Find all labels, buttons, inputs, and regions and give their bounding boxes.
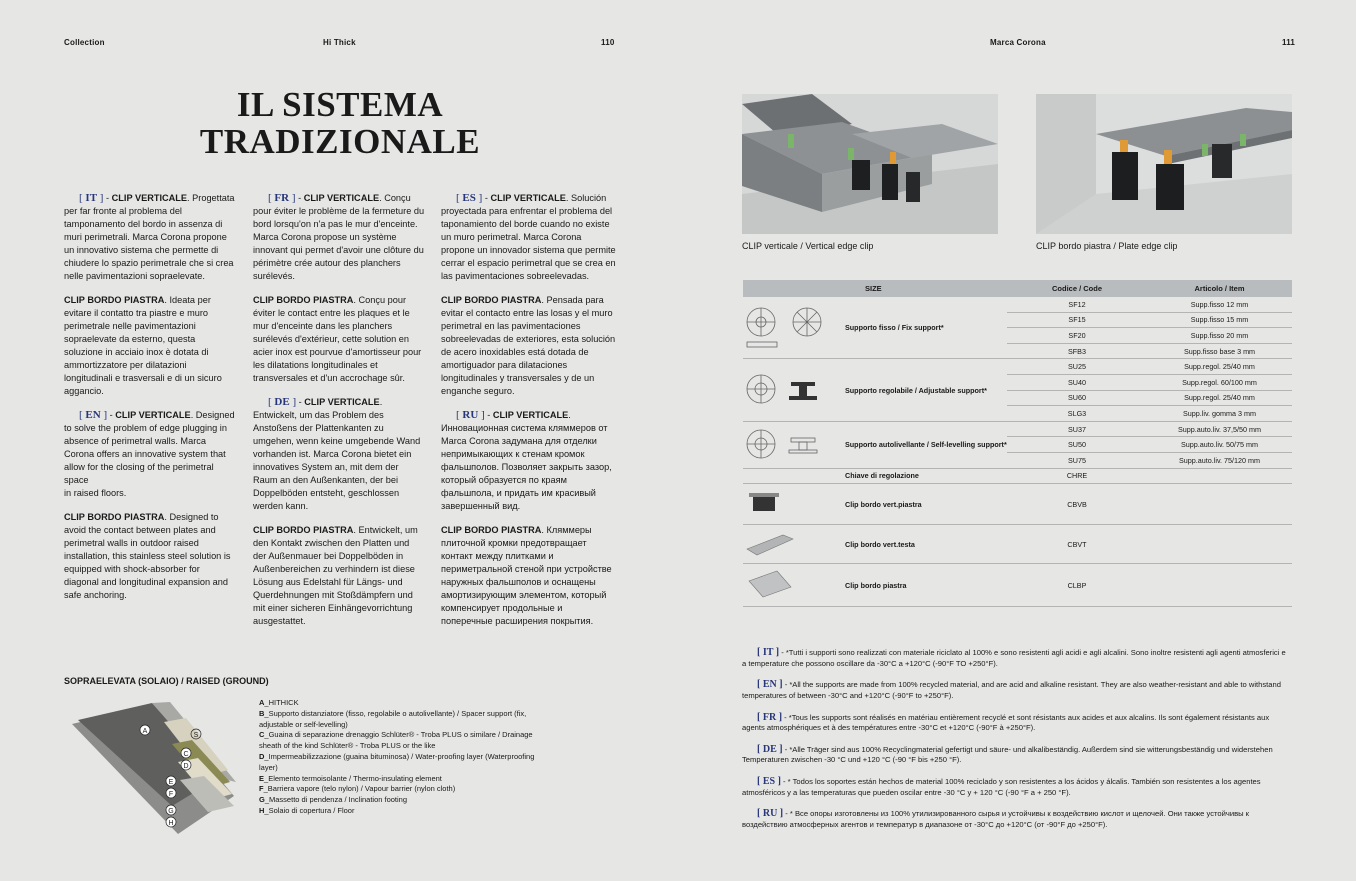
self-levelling-support-drawing: [743, 421, 843, 468]
it-bordo-text: Ideata per evitare il contatto tra piastre e muro perimetrale nelle pavimentazioni sopraelevate da esterno, questa soluzione in acciaio inox è dotata di ammortizzatore per dilatazioni longitudinali e trasversali e di un sicuro aggancio.: [64, 295, 222, 396]
clip-code: CBVB: [1007, 484, 1147, 525]
de-bordo-text: Entwickelt, um den Kontakt zwischen den Platten und der Außenmauer bei Doppelböden in Außenbereichen zu verhindern ist diese Lösung aus Edelstahl für Längs- und Querdehnungen mit Stoßdämpfern und mit einer sicheren Einhängevorrichtung ausgestattet.: [253, 525, 418, 626]
it-vert-text: Progettata per far fronte al problema del tamponamento del bordo in assenza di muri perimetrali. Marca Corona propone un innovativo sistema che permette di chiudere lo spazio perimetrale che si crea nelle pavimentazioni sopraelevate.: [64, 193, 235, 281]
code-cell: SU25: [1007, 359, 1147, 375]
code-cell: SF20: [1007, 328, 1147, 344]
marker-h: H: [168, 820, 174, 827]
chiave-code: CHRE: [1007, 468, 1147, 484]
note-it: [ IT ] - *Tutti i supporti sono realizzati con materiale riciclato al 100% e sono resistenti agli acidi e agli alcalini. Sono inoltre resistenti agli agenti atmosferici e a temperature che possono oscillare da -30°C a +120°C (-90°F TO +250°F).: [742, 647, 1286, 668]
item-cell: Supp.fisso base 3 mm: [1147, 343, 1292, 359]
fr-bordo-heading: CLIP BORDO PIASTRA: [253, 295, 354, 305]
it-bordo-heading: CLIP BORDO PIASTRA: [64, 295, 165, 305]
de-bordo-heading: CLIP BORDO PIASTRA: [253, 525, 354, 535]
item-cell: Supp.auto.liv. 75/120 mm: [1147, 452, 1292, 468]
table-row: [743, 421, 1292, 437]
clip-vert-testa-image: [743, 525, 843, 564]
item-cell: Supp.regol. 25/40 mm: [1147, 359, 1292, 375]
photo-vertical-edge-clip: [742, 94, 998, 234]
de-vert-heading: CLIP VERTICALE: [304, 397, 380, 407]
adjustable-support-drawing: [743, 359, 843, 421]
table-row: [743, 525, 1292, 564]
table-row: [743, 297, 1292, 312]
table-row: [743, 359, 1292, 375]
text-column-it-en: [ IT ] - CLIP VERTICALE. Progettata per far fronte al problema del tamponamento del bordo in assenza di muri perimetrali. Marca Corona propone un innovativo sistema che permette di chiudere lo spazio perimetrale che si crea nelle pavimentazioni sopraelevate. CLIP BORDO PIASTRA. Ideata per evitare il contatto tra piastre e muro perimetrale nelle pavimentazioni sopraelevate da esterno, questa soluzione in acciaio inox è dotata di ammortizzatore per dilatazioni longitudinali e trasversali e di un sicuro aggancio. [ EN ] - CLIP VERTICALE. Designed to solve the problem of edge plugging in absence of perimetral walls. Marca Corona offers an innovative system that allow for the closing of the perimetral space in raised floors. CLIP BORDO PIASTRA. Designed to avoid the contact between plates and perimetral walls in outdoor raised installation, this stainless steel solution is equipped with shock-absorber for diagonal and longitudinal expansion and safe anchoring.: [64, 192, 235, 600]
en-bordo-text: Designed to avoid the contact between plates and perimetral walls in outdoor raised installation, this stainless steel solution is equipped with shock-absorber for diagonal and longitudinal expansion and safe anchoring.: [64, 512, 231, 600]
clip-name: Clip bordo vert.piastra: [843, 484, 1007, 525]
footnotes: [742, 648, 1292, 842]
marker-f: F: [168, 791, 174, 798]
item-cell: Supp.auto.liv. 50/75 mm: [1147, 437, 1292, 453]
note-fr: [ FR ] - *Tous les supports sont réalisés en matériau entièrement recyclé et sont résistants aux acides et aux alcalins. Ils sont également résistants aux agents atmosphériques et à des températures entre -30°C et +120°C (-90°F à +250°F).: [742, 711, 1270, 733]
code-cell: SU37: [1007, 421, 1147, 437]
clip-name: Clip bordo vert.testa: [843, 525, 1007, 564]
self-levelling-support-name: Supporto autolivellante / Self-levelling support*: [843, 421, 1007, 468]
ru-bordo-text: Кляммеры плиточной кромки предотвращает контакт между плитками и периметральной стеной при устройстве наружных фальшполов и оснащены амортизирующим элементом, который компенсирует продольные и поперечные расширения покрытия.: [441, 525, 612, 626]
item-cell: Supp.fisso 20 mm: [1147, 328, 1292, 344]
en-bordo-heading: CLIP BORDO PIASTRA: [64, 512, 165, 522]
legend-item: G_Massetto di pendenza / Inclination footing: [259, 795, 408, 805]
es-vert-heading: CLIP VERTICALE: [490, 193, 566, 203]
lang-tag-en: [ EN ]: [79, 409, 108, 421]
en-vert-text: Designed to solve the problem of edge plugging in absence of perimetral walls. Marca Corona offers an innovative system that allow for the closing of the perimetral space: [64, 410, 235, 485]
adjustable-support-name: Supporto regolabile / Adjustable support*: [843, 359, 1007, 421]
raised-section-title: SOPRAELEVATA (SOLAIO) / RAISED (GROUND): [64, 676, 269, 686]
table-header-row: [743, 280, 1292, 297]
code-cell: SU40: [1007, 374, 1147, 390]
lang-tag-de: [ DE ]: [268, 396, 297, 408]
legend-item: H_Solaio di copertura / Floor: [259, 805, 355, 815]
fix-support-name: Supporto fisso / Fix support*: [843, 297, 1007, 359]
title-line-2: TRADIZIONALE: [199, 122, 481, 161]
clip-name: Clip bordo piastra: [843, 564, 1007, 607]
layer-diagram: [68, 700, 248, 840]
fix-support-drawing: [743, 297, 843, 359]
table-row: [743, 564, 1292, 607]
legend-item: C_Guaina di separazione drenaggio Schlüter® - Troba PLUS o similare / Drainage sheath of the kind Schlüter® - Troba PLUS or the like: [259, 730, 533, 751]
marker-a: A: [142, 728, 148, 735]
item-cell: Supp.liv. gomma 3 mm: [1147, 406, 1292, 422]
page-title: [150, 86, 530, 160]
item-cell: Supp.fisso 12 mm: [1147, 297, 1292, 312]
it-vert-heading: CLIP VERTICALE: [111, 193, 188, 203]
fr-bordo-text: Conçu pour éviter le contact entre les plaques et le mur d'enceinte dans les planchers surélevés d'extérieur, cette solution en acier inox est pourvue d'amortisseur pour les dilatations longitudinales et transversales et d'un accrochage sûr.: [253, 295, 422, 383]
code-cell: SU60: [1007, 390, 1147, 406]
es-bordo-heading: CLIP BORDO PIASTRA: [441, 295, 542, 305]
clip-code: CBVT: [1007, 525, 1147, 564]
item-cell: Supp.regol. 60/100 mm: [1147, 374, 1292, 390]
col-header-item: Articolo / Item: [1147, 280, 1292, 297]
page-number-right: 111: [1282, 38, 1296, 47]
clip-code: CLBP: [1007, 564, 1147, 607]
legend-item: D_Impermeabilizzazione (guaina bituminosa) / Water-proofing layer (Waterproofing layer): [259, 751, 535, 772]
ru-bordo-heading: CLIP BORDO PIASTRA: [441, 525, 542, 535]
legend-item: B_Supporto distanziatore (fisso, regolabile o autolivellante) / Spacer support (fix, adjustable or self-levelling): [259, 708, 527, 729]
code-cell: SLG3: [1007, 406, 1147, 422]
chiave-name: Chiave di regolazione: [843, 468, 1007, 484]
header-brand: Marca Corona: [990, 38, 1046, 47]
photo-plate-edge-clip: [1036, 94, 1292, 234]
fr-vert-heading: CLIP VERTICALE: [303, 193, 380, 203]
note-en: [ EN ] - *All the supports are made from 100% recycled material, and are acid and alkaline resistant. They are also weather-resistant and able to withstand temperatures of between -30°C and +120°C (-90°F to +250°F).: [742, 679, 1281, 700]
fr-vert-text: Conçu pour éviter le problème de la fermeture du bord lorsqu'on n'a pas le mur d'enceinte. Marca Corona propose un système innovant qui permet d'avoir une clôture du périmètre crée autour des planchers surélevés.: [253, 193, 425, 281]
table-row: [743, 484, 1292, 525]
note-es: [ ES ] - * Todos los soportes están hechos de material 100% reciclado y son resistentes a los ácidos y álcalis. También son resistentes a los agentes atmosféricos y a las temperaturas que pueden oscilar entre -30 °C y + 120 °C (-90 °F a + 250 °F).: [742, 776, 1261, 797]
text-column-es-ru: [ ES ] - CLIP VERTICALE. Solución proyectada para enfrentar el problema del taponamiento del borde cuando no existe un muro perimetral. Marca Corona propone un innovador sistema que permite cerrar el espacio perimetral que se crea en las pavimentaciones sobreelevadas. CLIP BORDO PIASTRA. Pensada para evitar el contacto entre las losas y el muro perimetral en las pavimentaciones sobreelevadas de exteriores, esta solución de acero inoxidables está dotada de amortiguador para dilataciones longitudinales y transversales y de un enganche seguro. [ RU ] - CLIP VERTICALE. Инновационная система кляммеров от Marca Corona задумана для отделки непримыкающих к стенам кромок фальшполов. Позволяет закрыть зазор, который образуется по краям фальшпола, и придать им красивый завершенный вид. CLIP BORDO PIASTRA. Кляммеры плиточной кромки предотвращает контакт между плитками и периметральной стеной при устройстве наружных фальшполов и оснащены амортизирующим элементом, который компенсирует продольные и поперечные расширения покрытия.: [441, 192, 616, 626]
lang-tag-ru: [ RU ]: [456, 409, 485, 421]
marker-s: S: [193, 732, 199, 739]
code-cell: SU50: [1007, 437, 1147, 453]
legend-item: A_HITHICK: [259, 698, 299, 707]
item-cell: Supp.auto.liv. 37,5/50 mm: [1147, 421, 1292, 437]
code-cell: SF12: [1007, 297, 1147, 312]
lang-tag-it: [ IT ]: [79, 192, 104, 204]
note-ru: [ RU ] - * Все опоры изготовлены из 100% утилизированного сырья и устойчивы к воздействию кислот и щелочей. Они также устойчивы к воздействию атмосферных агентов и температур в диапазоне от -30°C до +120°C (от -90°F до +250°F).: [742, 808, 1249, 829]
ru-vert-text: Инновационная система кляммеров от Marca Corona задумана для отделки непримыкающих к стенам кромок фальшполов. Позволяет закрыть зазор, который образуется по краям фальшпола, и придать им красивый завершенный вид.: [441, 423, 612, 511]
legend-item: E_Elemento termoisolante / Thermo-insulating element: [259, 773, 442, 783]
es-bordo-text: Pensada para evitar el contacto entre las losas y el muro perimetral en las pavimentaciones sobreelevadas de exteriores, esta solución de acero inoxidables está dotada de amortiguador para dilataciones longitudinales y transversales y de un enganche seguro.: [441, 295, 616, 396]
clip-bordo-piastra-image: [743, 564, 843, 607]
header-collection: Collection: [64, 38, 105, 47]
item-cell: Supp.fisso 15 mm: [1147, 312, 1292, 328]
col-header-size: SIZE: [843, 280, 1007, 297]
table-row: [743, 468, 1292, 484]
ru-vert-heading: CLIP VERTICALE: [492, 410, 569, 420]
code-cell: SF15: [1007, 312, 1147, 328]
en-vert-text-2: in raised floors.: [64, 488, 127, 498]
marker-g: G: [168, 808, 174, 815]
marker-e: E: [168, 779, 174, 786]
code-cell: SU75: [1007, 452, 1147, 468]
lang-tag-es: [ ES ]: [456, 192, 483, 204]
header-series: Hi Thick: [323, 38, 356, 47]
layer-legend: [259, 698, 549, 817]
text-column-fr-de: [ FR ] - CLIP VERTICALE. Conçu pour éviter le problème de la fermeture du bord lorsqu'on n'a pas le mur d'enceinte. Marca Corona propose un système innovant qui permet d'avoir une clôture du périmètre crée autour des planchers surélevés. CLIP BORDO PIASTRA. Conçu pour éviter le contact entre les plaques et le mur d'enceinte dans les planchers surélevés d'extérieur, cette solution en acier inox est pourvue d'amortisseur pour les dilatations longitudinales et transversales et d'un accrochage sûr. [ DE ] - CLIP VERTICALE. Entwickelt, um das Problem des Anstoßens der Plattenkanten zu umgehen, wenn keine umgebende Wand vorhanden ist. Marca Corona bietet ein innovatives System an, mit dem der Raum an den Außenkanten, der bei Doppelböden entsteht, geschlossen werden kann. CLIP BORDO PIASTRA. Entwickelt, um den Kontakt zwischen den Platten und der Außenmauer bei Doppelböden in Außenbereichen zu verhindern ist diese Lösung aus Edelstahl für Längs- und Querdehnungen mit Stoßdämpfern und mit einer sicheren Einhängevorrichtung ausgestattet.: [253, 192, 425, 626]
page-number-left: 110: [601, 38, 615, 47]
de-vert-text: Entwickelt, um das Problem des Anstoßens der Plattenkanten zu umgehen, wenn keine umgebende Wand vorhanden ist. Marca Corona bietet ein innovatives System an, mit dem der Raum an den Außenkanten, der bei Doppelböden entsteht, geschlossen werden kann.: [253, 410, 421, 511]
legend-item: F_Barriera vapore (telo nylon) / Vapour barrier (nylon cloth): [259, 784, 456, 794]
title-line-1: IL SISTEMA: [236, 85, 444, 124]
note-de: [ DE ] - *Alle Träger sind aus 100% Recyclingmaterial gefertigt und säure- und alkalibeständig. Außerdem sind sie witterungsbeständig und widerstehen Temperaturen zwischen -30 °C und +120 °C (-90 °F bis +250 °F).: [742, 743, 1273, 765]
col-header-code: Codice / Code: [1007, 280, 1147, 297]
lang-tag-fr: [ FR ]: [268, 192, 296, 204]
marker-d: D: [183, 763, 189, 770]
marker-c: C: [183, 751, 189, 758]
support-spec-table: [743, 280, 1292, 607]
en-vert-heading: CLIP VERTICALE: [115, 410, 191, 420]
caption-plate-edge-clip: CLIP bordo piastra / Plate edge clip: [1036, 241, 1178, 251]
caption-vertical-edge-clip: CLIP verticale / Vertical edge clip: [742, 241, 874, 251]
clip-vert-piastra-image: [743, 484, 843, 525]
code-cell: SFB3: [1007, 343, 1147, 359]
es-vert-text: Solución proyectada para enfrentar el problema del taponamiento del borde cuando no existe un muro perimetral. Marca Corona propone un innovador sistema que permite cerrar el espacio perimetral que se crea en las pavimentaciones sobreelevadas.: [441, 193, 616, 281]
item-cell: Supp.regol. 25/40 mm: [1147, 390, 1292, 406]
